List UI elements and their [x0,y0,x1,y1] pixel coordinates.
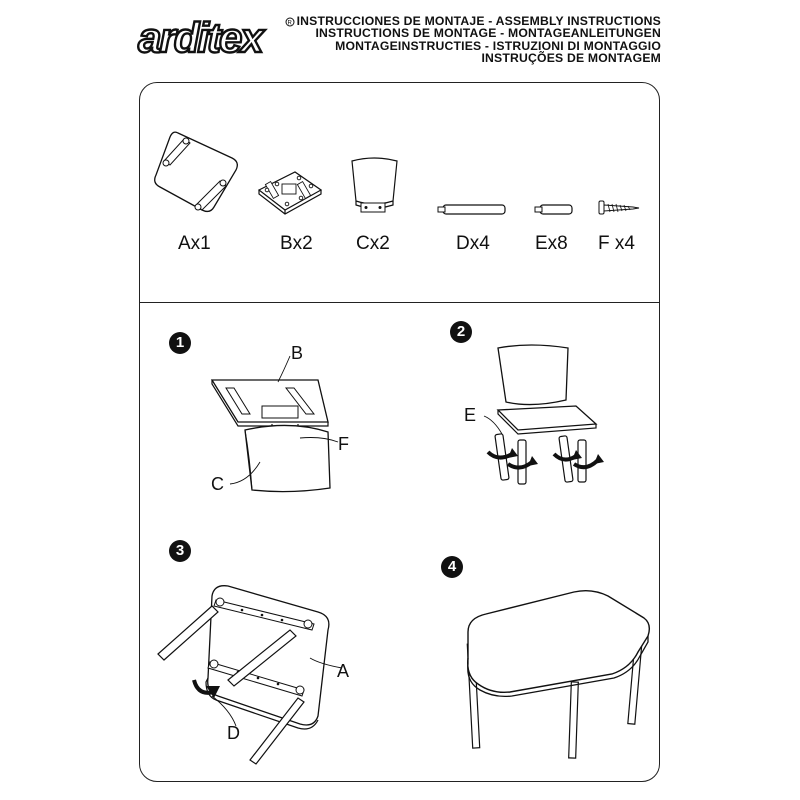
part-label-e: Ex8 [535,233,568,254]
backrest-icon [347,155,402,220]
title-line: MONTAGEINSTRUCTIES - ISTRUZIONI DI MONTAGGIO [335,38,661,53]
part-label-f: F x4 [598,233,635,254]
part-label-a: Ax1 [178,233,211,254]
title-line: INSTRUCCIONES DE MONTAJE - ASSEMBLY INSTRUCTIONS [296,14,661,28]
title-line: INSTRUCTIONS DE MONTAGE - MONTAGEANLEITUNGEN [315,26,661,41]
step2-illustration [470,340,620,490]
part-label-b: Bx2 [280,233,313,254]
seat-panel-icon [148,125,243,220]
arditex-logo [135,8,300,66]
callout-e: E [464,405,477,425]
step-number-3: 3 [169,540,191,562]
dowel-icon [532,202,577,218]
step-number-1: 1 [169,332,191,354]
svg-text:R: R [287,20,292,27]
bracket-plate-icon [255,168,325,216]
callout-f: F [338,434,349,454]
section-divider [139,302,660,303]
leg-icon [435,202,510,218]
callout-d: D [227,723,240,743]
part-label-c: Cx2 [356,233,390,254]
screw-icon [597,198,642,218]
callout-c: C [211,474,224,494]
callout-a: A [337,661,350,681]
step3-illustration [150,578,360,768]
title-line: INSTRUÇÕES DE MONTAGEM [481,51,661,66]
instruction-titles [297,15,661,65]
step1-illustration [200,340,360,500]
step-number-4: 4 [441,556,463,578]
step4-illustration [462,588,652,763]
step-number-2: 2 [450,321,472,343]
callout-b: B [291,343,304,363]
part-label-d: Dx4 [456,233,490,254]
svg-text:arditex: arditex [138,14,262,61]
